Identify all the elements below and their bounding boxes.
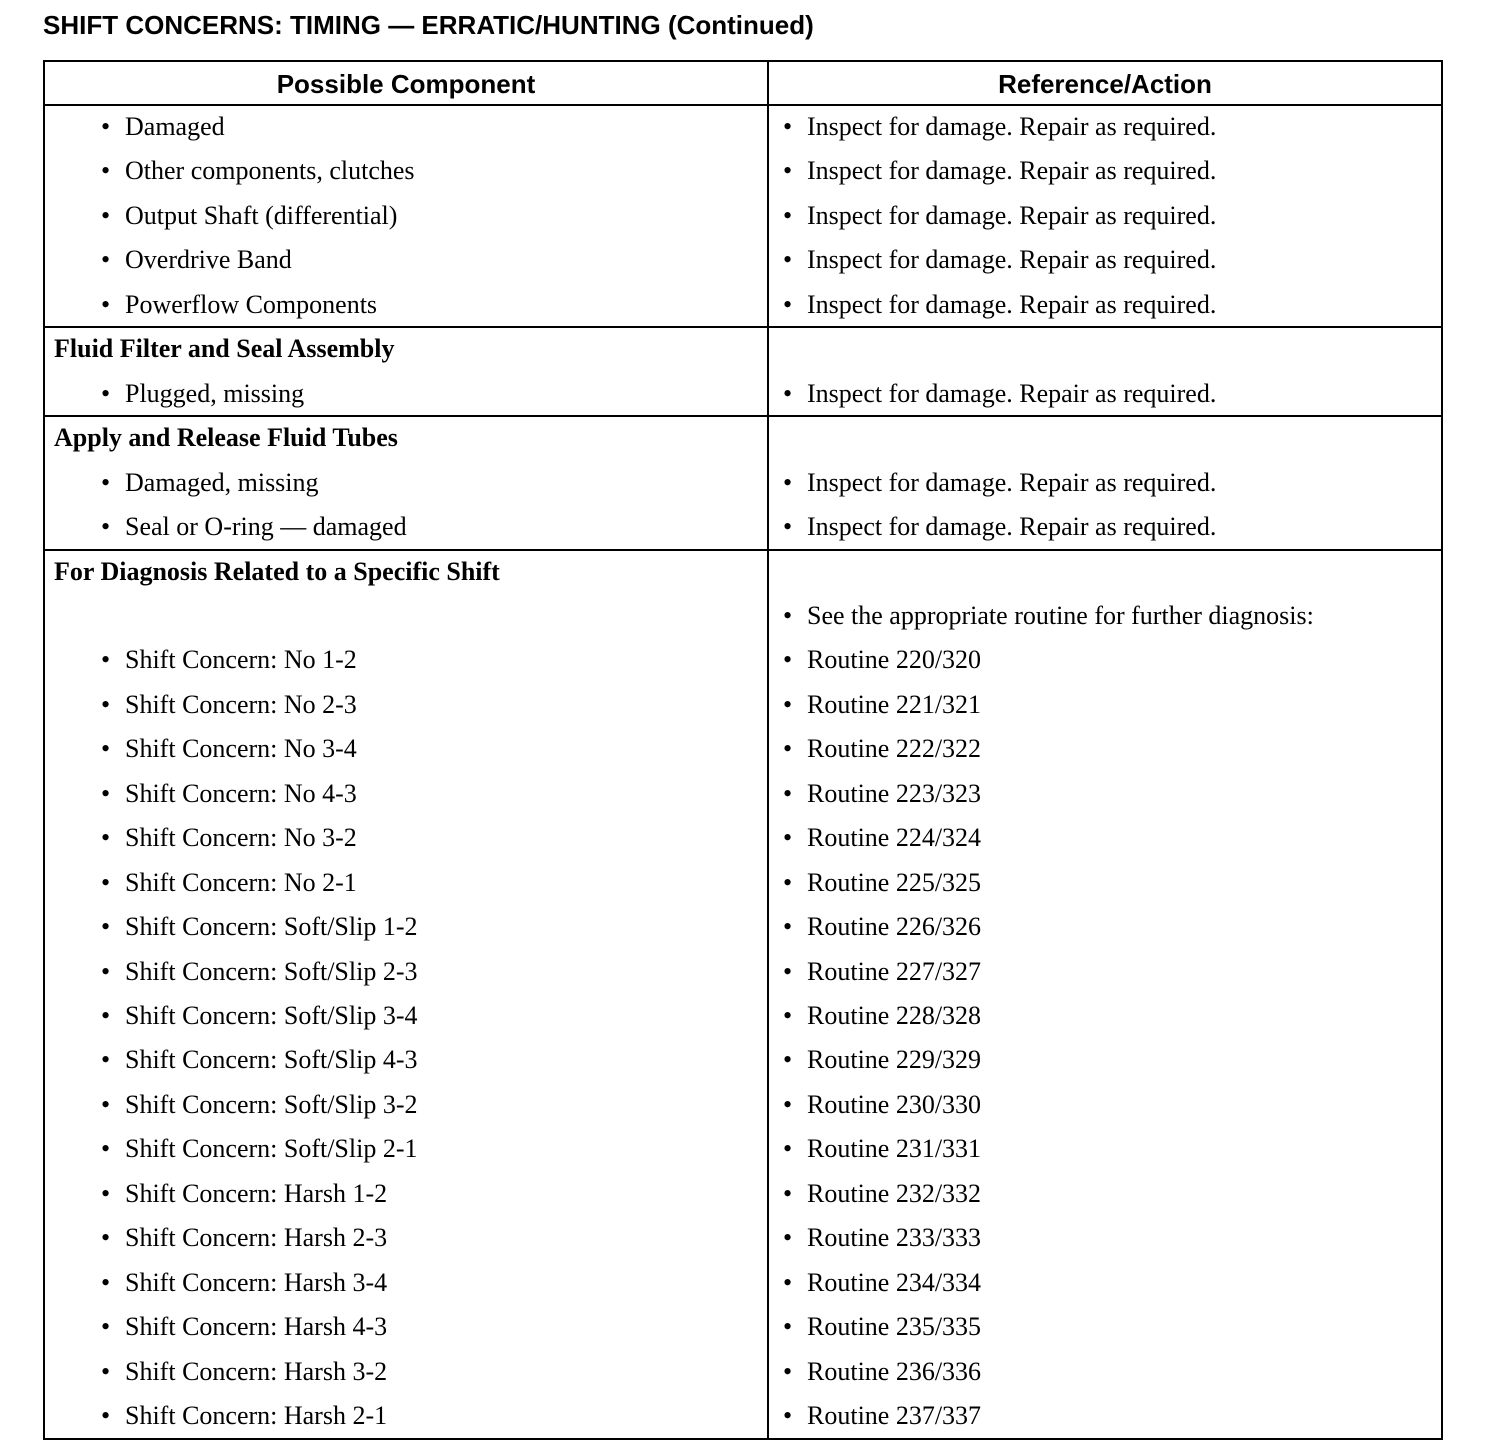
component-text: Shift Concern: Harsh 3-2 xyxy=(125,1356,388,1386)
action-text: Inspect for damage. Repair as required. xyxy=(807,112,1217,141)
table-row xyxy=(45,1394,1441,1439)
bullet-icon: • xyxy=(783,200,793,230)
bullet-icon: • xyxy=(101,512,111,542)
action-text: Routine 225/325 xyxy=(807,867,982,897)
bullet-icon: • xyxy=(783,1001,793,1030)
action-text: Inspect for damage. Repair as required. xyxy=(807,467,1217,497)
component-text: Shift Concern: No 1-2 xyxy=(125,645,357,675)
bullet-icon: • xyxy=(101,1089,111,1119)
table-row xyxy=(45,816,1441,861)
bullet-icon: • xyxy=(783,112,793,141)
action-cell xyxy=(783,683,981,728)
bullet-icon: • xyxy=(783,467,793,497)
bullet-icon: • xyxy=(101,956,111,986)
component-text: Damaged, missing xyxy=(125,467,319,497)
action-cell xyxy=(783,461,1216,506)
component-text: Shift Concern: Soft/Slip 2-1 xyxy=(125,1134,418,1164)
table-row xyxy=(45,1261,1441,1306)
action-cell xyxy=(783,816,981,861)
component-text: Shift Concern: No 3-4 xyxy=(125,734,357,764)
component-cell xyxy=(101,372,304,417)
component-text: Shift Concern: No 4-3 xyxy=(125,778,357,808)
group-heading-row xyxy=(45,327,1441,372)
bullet-icon: • xyxy=(783,823,793,853)
bullet-icon: • xyxy=(101,1045,111,1075)
table-row xyxy=(45,1305,1441,1350)
action-text: Inspect for damage. Repair as required. xyxy=(807,289,1217,319)
action-cell xyxy=(783,994,981,1039)
action-text: Routine 228/328 xyxy=(807,1001,982,1030)
bullet-icon: • xyxy=(101,867,111,897)
bullet-icon: • xyxy=(783,912,793,942)
table-row xyxy=(45,772,1441,817)
bullet-icon: • xyxy=(783,289,793,319)
action-text: Routine 229/329 xyxy=(807,1045,982,1075)
component-cell xyxy=(101,905,418,950)
component-cell xyxy=(101,238,292,283)
component-cell xyxy=(101,727,357,772)
bullet-icon: • xyxy=(101,1356,111,1386)
action-text: Routine 237/337 xyxy=(807,1401,982,1431)
component-text: Plugged, missing xyxy=(125,378,305,408)
bullet-icon: • xyxy=(783,1356,793,1386)
bullet-icon: • xyxy=(783,689,793,719)
action-cell xyxy=(783,638,981,683)
bullet-icon: • xyxy=(101,1401,111,1431)
table-row xyxy=(45,861,1441,906)
action-cell xyxy=(783,1038,981,1083)
group-heading-row xyxy=(45,550,1441,595)
action-cell xyxy=(783,505,1216,550)
table-row xyxy=(45,905,1441,950)
action-cell xyxy=(783,594,1314,639)
page-title: SHIFT CONCERNS: TIMING — ERRATIC/HUNTING (Continued) xyxy=(43,10,814,40)
component-cell xyxy=(101,283,377,328)
bullet-icon: • xyxy=(101,1001,111,1030)
bullet-icon: • xyxy=(783,1178,793,1208)
action-cell xyxy=(783,1216,981,1261)
action-text: Routine 236/336 xyxy=(807,1356,982,1386)
bullet-icon: • xyxy=(101,156,111,186)
action-text: Routine 234/334 xyxy=(807,1267,982,1297)
table-row xyxy=(45,105,1441,150)
component-cell xyxy=(101,1261,387,1306)
bullet-icon: • xyxy=(101,912,111,942)
bullet-icon: • xyxy=(101,1134,111,1164)
bullet-icon: • xyxy=(101,778,111,808)
component-text: Powerflow Components xyxy=(125,289,378,319)
action-cell xyxy=(783,149,1216,194)
component-cell xyxy=(101,505,407,550)
action-text: Routine 230/330 xyxy=(807,1089,982,1119)
action-text: Routine 222/322 xyxy=(807,734,982,764)
component-cell xyxy=(101,1305,387,1350)
bullet-icon: • xyxy=(101,689,111,719)
table-row xyxy=(45,505,1441,550)
table-row xyxy=(45,1216,1441,1261)
table-row xyxy=(45,994,1441,1039)
component-cell xyxy=(101,1038,418,1083)
component-cell xyxy=(101,1216,387,1261)
component-cell xyxy=(101,861,357,906)
action-cell xyxy=(783,372,1216,417)
bullet-icon: • xyxy=(783,245,793,275)
action-text: Routine 227/327 xyxy=(807,956,982,986)
bullet-icon: • xyxy=(783,378,793,408)
component-text: Shift Concern: Soft/Slip 2-3 xyxy=(125,956,418,986)
bullet-icon: • xyxy=(101,467,111,497)
action-text: Inspect for damage. Repair as required. xyxy=(807,245,1217,275)
table-row xyxy=(45,638,1441,683)
component-text: Shift Concern: Harsh 4-3 xyxy=(125,1312,388,1342)
table-row xyxy=(45,194,1441,239)
action-text: Routine 233/333 xyxy=(807,1223,982,1253)
table-row xyxy=(45,149,1441,194)
bullet-icon: • xyxy=(783,645,793,675)
action-text: Routine 221/321 xyxy=(807,689,982,719)
action-text: Inspect for damage. Repair as required. xyxy=(807,378,1217,408)
bullet-icon: • xyxy=(101,645,111,675)
bullet-icon: • xyxy=(783,1401,793,1431)
bullet-icon: • xyxy=(101,289,111,319)
component-cell xyxy=(101,1127,418,1172)
component-cell xyxy=(101,638,357,683)
component-text: Overdrive Band xyxy=(125,245,292,275)
action-text: Inspect for damage. Repair as required. xyxy=(807,156,1217,186)
component-cell xyxy=(101,950,418,995)
component-text: For Diagnosis Related to a Specific Shift xyxy=(54,556,500,586)
table-row xyxy=(45,727,1441,772)
action-cell xyxy=(783,861,981,906)
component-text: Seal or O-ring — damaged xyxy=(125,512,407,542)
action-text: Routine 231/331 xyxy=(807,1134,982,1164)
group-heading xyxy=(54,327,394,372)
component-text: Output Shaft (differential) xyxy=(125,200,398,230)
action-text: Routine 223/323 xyxy=(807,778,982,808)
table-row xyxy=(45,1350,1441,1395)
component-text: Apply and Release Fluid Tubes xyxy=(54,423,398,453)
bullet-icon: • xyxy=(783,1045,793,1075)
component-text: Shift Concern: Soft/Slip 3-2 xyxy=(125,1089,418,1119)
component-text: Shift Concern: No 2-3 xyxy=(125,689,357,719)
table-row xyxy=(45,1127,1441,1172)
action-cell xyxy=(783,1172,981,1217)
bullet-icon: • xyxy=(783,600,793,630)
component-text: Shift Concern: Soft/Slip 1-2 xyxy=(125,912,418,942)
bullet-icon: • xyxy=(101,378,111,408)
action-cell xyxy=(783,772,981,817)
component-text: Shift Concern: Harsh 3-4 xyxy=(125,1267,388,1297)
action-text: Routine 235/335 xyxy=(807,1312,982,1342)
component-cell xyxy=(101,105,225,150)
table-row xyxy=(45,283,1441,328)
table-row xyxy=(45,461,1441,506)
action-cell xyxy=(783,1083,981,1128)
component-text: Shift Concern: No 3-2 xyxy=(125,823,357,853)
action-cell xyxy=(783,1261,981,1306)
table-row xyxy=(45,1038,1441,1083)
bullet-icon: • xyxy=(783,1267,793,1297)
action-text: Routine 220/320 xyxy=(807,645,982,675)
bullet-icon: • xyxy=(101,1223,111,1253)
action-cell xyxy=(783,283,1216,328)
action-text: Inspect for damage. Repair as required. xyxy=(807,512,1217,542)
component-cell xyxy=(101,461,319,506)
component-text: Other components, clutches xyxy=(125,156,415,186)
action-cell xyxy=(783,238,1216,283)
component-text: Shift Concern: No 2-1 xyxy=(125,867,357,897)
component-text: Shift Concern: Soft/Slip 4-3 xyxy=(125,1045,418,1075)
bullet-icon: • xyxy=(101,1267,111,1297)
table-row xyxy=(45,683,1441,728)
component-cell xyxy=(101,1083,418,1128)
column-header-component: Possible Component xyxy=(276,69,536,99)
component-text: Shift Concern: Harsh 2-3 xyxy=(125,1223,388,1253)
action-cell xyxy=(783,950,981,995)
component-text: Damaged xyxy=(125,112,225,141)
component-cell xyxy=(101,683,357,728)
bullet-icon: • xyxy=(101,112,111,141)
table-row xyxy=(45,594,1441,639)
component-cell xyxy=(101,772,357,817)
diagnosis-table xyxy=(43,60,1443,1440)
action-text: Routine 224/324 xyxy=(807,823,982,853)
bullet-icon: • xyxy=(783,778,793,808)
bullet-icon: • xyxy=(783,867,793,897)
component-text: Shift Concern: Soft/Slip 3-4 xyxy=(125,1001,418,1030)
bullet-icon: • xyxy=(101,200,111,230)
bullet-icon: • xyxy=(783,1089,793,1119)
component-cell xyxy=(101,194,397,239)
action-cell xyxy=(783,1305,981,1350)
bullet-icon: • xyxy=(783,156,793,186)
component-cell xyxy=(101,994,418,1039)
component-text: Fluid Filter and Seal Assembly xyxy=(54,334,395,364)
table-row xyxy=(45,372,1441,417)
action-cell xyxy=(783,727,981,772)
table-row xyxy=(45,1172,1441,1217)
group-heading-row xyxy=(45,416,1441,461)
component-text: Shift Concern: Harsh 1-2 xyxy=(125,1178,388,1208)
bullet-icon: • xyxy=(101,823,111,853)
component-text: Shift Concern: Harsh 2-1 xyxy=(125,1401,388,1431)
bullet-icon: • xyxy=(101,1178,111,1208)
table-row xyxy=(45,238,1441,283)
bullet-icon: • xyxy=(101,734,111,764)
bullet-icon: • xyxy=(783,1312,793,1342)
bullet-icon: • xyxy=(101,245,111,275)
component-cell xyxy=(101,1350,387,1395)
action-cell xyxy=(783,194,1216,239)
bullet-icon: • xyxy=(783,734,793,764)
component-cell xyxy=(101,149,415,194)
action-text: See the appropriate routine for further diagnosis: xyxy=(807,600,1314,630)
group-heading xyxy=(54,416,398,461)
bullet-icon: • xyxy=(783,1223,793,1253)
component-cell xyxy=(101,816,357,861)
action-cell xyxy=(783,1127,981,1172)
bullet-icon: • xyxy=(783,956,793,986)
action-text: Inspect for damage. Repair as required. xyxy=(807,200,1217,230)
component-cell xyxy=(101,1172,387,1217)
action-cell xyxy=(783,105,1216,150)
bullet-icon: • xyxy=(101,1312,111,1342)
table-row xyxy=(45,1083,1441,1128)
action-cell xyxy=(783,1394,981,1439)
action-cell xyxy=(783,905,981,950)
column-header-action: Reference/Action xyxy=(998,69,1212,99)
table-row xyxy=(45,950,1441,995)
bullet-icon: • xyxy=(783,512,793,542)
action-text: Routine 232/332 xyxy=(807,1178,982,1208)
bullet-icon: • xyxy=(783,1134,793,1164)
group-heading xyxy=(54,550,500,595)
action-cell xyxy=(783,1350,981,1395)
component-cell xyxy=(101,1394,387,1439)
action-text: Routine 226/326 xyxy=(807,912,982,942)
